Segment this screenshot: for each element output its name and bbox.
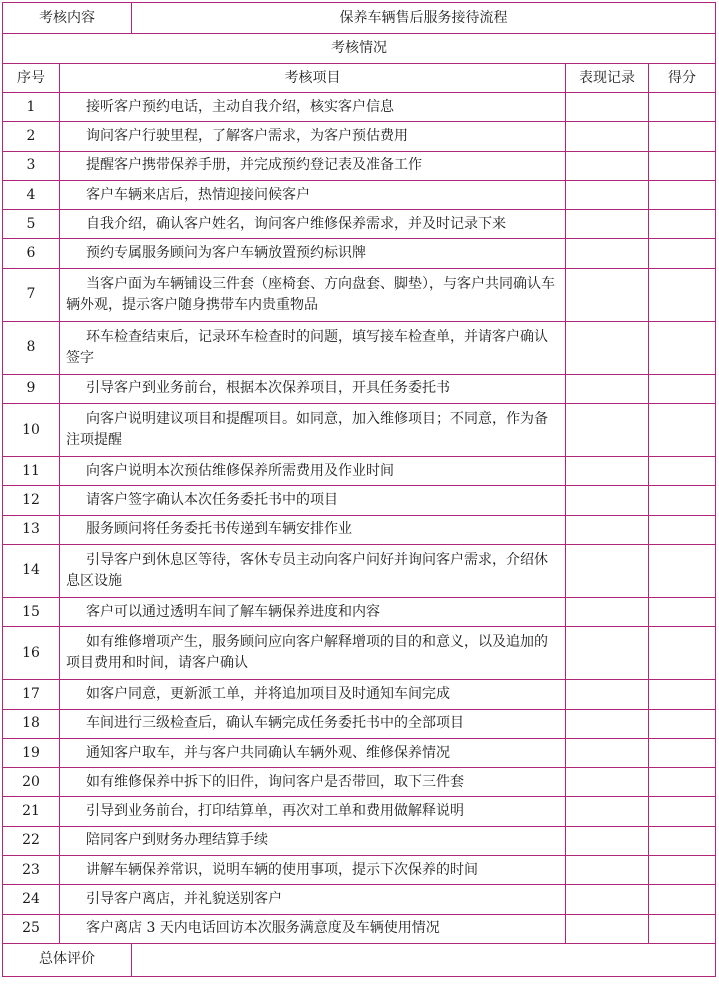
- performance-record-cell[interactable]: [566, 597, 649, 626]
- performance-record-cell[interactable]: [566, 93, 649, 122]
- performance-record-cell[interactable]: [566, 180, 649, 209]
- row-number: 19: [3, 738, 60, 767]
- table-row: [3, 627, 716, 680]
- performance-record-cell[interactable]: [566, 797, 649, 826]
- row-item-text: 询问客户行驶里程，了解客户需求，为客户预估费用: [60, 122, 566, 151]
- score-cell[interactable]: [649, 597, 716, 626]
- table-row: [3, 680, 716, 709]
- performance-record-cell[interactable]: [566, 544, 649, 597]
- row-item-text: 如有维修保养中拆下的旧件，询问客户是否带回，取下三件套: [60, 768, 566, 797]
- score-cell[interactable]: [649, 709, 716, 738]
- table-row: [3, 321, 716, 374]
- row-number: 3: [3, 151, 60, 180]
- score-cell[interactable]: [649, 914, 716, 943]
- row-number: 9: [3, 374, 60, 403]
- performance-record-cell[interactable]: [566, 239, 649, 268]
- row-item-text: 请客户签字确认本次任务委托书中的项目: [60, 486, 566, 515]
- section-title: 考核情况: [3, 34, 716, 64]
- score-cell[interactable]: [649, 768, 716, 797]
- score-cell[interactable]: [649, 885, 716, 914]
- performance-record-cell[interactable]: [566, 457, 649, 486]
- overall-evaluation-field[interactable]: [132, 943, 716, 976]
- score-cell[interactable]: [649, 738, 716, 767]
- row-item-text: 客户离店 3 天内电话回访本次服务满意度及车辆使用情况: [60, 914, 566, 943]
- row-item-text: 客户车辆来店后，热情迎接问候客户: [60, 180, 566, 209]
- table-row: [3, 404, 716, 457]
- row-item-text: 接听客户预约电话，主动自我介绍，核实客户信息: [60, 93, 566, 122]
- row-number: 24: [3, 885, 60, 914]
- performance-record-cell[interactable]: [566, 709, 649, 738]
- row-number: 21: [3, 797, 60, 826]
- overall-evaluation-label: 总体评价: [3, 943, 132, 976]
- row-number: 23: [3, 856, 60, 885]
- performance-record-cell[interactable]: [566, 268, 649, 321]
- table-row: [3, 709, 716, 738]
- row-number: 16: [3, 627, 60, 680]
- table-row: [3, 768, 716, 797]
- performance-record-cell[interactable]: [566, 768, 649, 797]
- performance-record-cell[interactable]: [566, 210, 649, 239]
- performance-record-cell[interactable]: [566, 914, 649, 943]
- row-number: 7: [3, 268, 60, 321]
- assessment-table: [2, 2, 716, 977]
- row-number: 14: [3, 544, 60, 597]
- row-item-text: 引导到业务前台，打印结算单，再次对工单和费用做解释说明: [60, 797, 566, 826]
- row-item-text: 通知客户取车，并与客户共同确认车辆外观、维修保养情况: [60, 738, 566, 767]
- score-cell[interactable]: [649, 544, 716, 597]
- row-number: 20: [3, 768, 60, 797]
- row-item-text: 预约专属服务顾问为客户车辆放置预约标识牌: [60, 239, 566, 268]
- score-cell[interactable]: [649, 404, 716, 457]
- performance-record-cell[interactable]: [566, 515, 649, 544]
- table-row: [3, 486, 716, 515]
- row-number: 1: [3, 93, 60, 122]
- header-row: [3, 3, 716, 34]
- row-number: 2: [3, 122, 60, 151]
- table-row: [3, 210, 716, 239]
- table-row: [3, 457, 716, 486]
- table-row: [3, 180, 716, 209]
- performance-record-cell[interactable]: [566, 486, 649, 515]
- performance-record-cell[interactable]: [566, 122, 649, 151]
- score-cell[interactable]: [649, 151, 716, 180]
- performance-record-cell[interactable]: [566, 627, 649, 680]
- row-number: 17: [3, 680, 60, 709]
- score-cell[interactable]: [649, 826, 716, 855]
- row-item-text: 向客户说明建议项目和提醒项目。如同意，加入维修项目；不同意，作为备注项提醒: [60, 404, 566, 457]
- score-cell[interactable]: [649, 457, 716, 486]
- table-row: [3, 914, 716, 943]
- row-number: 11: [3, 457, 60, 486]
- score-cell[interactable]: [649, 122, 716, 151]
- row-item-text: 当客户面为车辆铺设三件套（座椅套、方向盘套、脚垫），与客户共同确认车辆外观，提示客户随身携带车内贵重物品: [60, 268, 566, 321]
- row-number: 10: [3, 404, 60, 457]
- row-number: 13: [3, 515, 60, 544]
- assessment-content-value: 保养车辆售后服务接待流程: [132, 3, 716, 34]
- row-item-text: 向客户说明本次预估维修保养所需费用及作业时间: [60, 457, 566, 486]
- row-number: 6: [3, 239, 60, 268]
- score-cell[interactable]: [649, 374, 716, 403]
- performance-record-cell[interactable]: [566, 374, 649, 403]
- row-number: 18: [3, 709, 60, 738]
- col-header-item: 考核项目: [60, 64, 566, 93]
- performance-record-cell[interactable]: [566, 321, 649, 374]
- table-row: [3, 544, 716, 597]
- row-item-text: 客户可以通过透明车间了解车辆保养进度和内容: [60, 597, 566, 626]
- table-row: [3, 151, 716, 180]
- score-cell[interactable]: [649, 486, 716, 515]
- col-header-record: 表现记录: [566, 64, 649, 93]
- row-number: 15: [3, 597, 60, 626]
- performance-record-cell[interactable]: [566, 826, 649, 855]
- row-item-text: 陪同客户到财务办理结算手续: [60, 826, 566, 855]
- table-row: [3, 856, 716, 885]
- overall-evaluation-row: [3, 943, 716, 976]
- performance-record-cell[interactable]: [566, 885, 649, 914]
- col-header-score: 得分: [649, 64, 716, 93]
- performance-record-cell[interactable]: [566, 151, 649, 180]
- row-item-text: 引导客户到业务前台，根据本次保养项目，开具任务委托书: [60, 374, 566, 403]
- score-cell[interactable]: [649, 180, 716, 209]
- row-number: 22: [3, 826, 60, 855]
- row-item-text: 车间进行三级检查后，确认车辆完成任务委托书中的全部项目: [60, 709, 566, 738]
- score-cell[interactable]: [649, 627, 716, 680]
- score-cell[interactable]: [649, 856, 716, 885]
- score-cell[interactable]: [649, 268, 716, 321]
- row-item-text: 服务顾问将任务委托书传递到车辆安排作业: [60, 515, 566, 544]
- row-item-text: 引导客户离店，并礼貌送别客户: [60, 885, 566, 914]
- performance-record-cell[interactable]: [566, 738, 649, 767]
- table-row: [3, 597, 716, 626]
- row-item-text: 如有维修增项产生，服务顾问应向客户解释增项的目的和意义，以及追加的项目费用和时间，请客户确认: [60, 627, 566, 680]
- row-item-text: 引导客户到休息区等待，客休专员主动向客户问好并询问客户需求，介绍休息区设施: [60, 544, 566, 597]
- table-row: [3, 374, 716, 403]
- row-number: 8: [3, 321, 60, 374]
- score-cell[interactable]: [649, 797, 716, 826]
- table-row: [3, 885, 716, 914]
- performance-record-cell[interactable]: [566, 856, 649, 885]
- section-title-row: [3, 34, 716, 64]
- score-cell[interactable]: [649, 515, 716, 544]
- table-row: [3, 826, 716, 855]
- table-row: [3, 239, 716, 268]
- table-row: [3, 268, 716, 321]
- score-cell[interactable]: [649, 93, 716, 122]
- row-item-text: 环车检查结束后，记录环车检查时的问题，填写接车检查单，并请客户确认签字: [60, 321, 566, 374]
- row-item-text: 讲解车辆保养常识，说明车辆的使用事项，提示下次保养的时间: [60, 856, 566, 885]
- performance-record-cell[interactable]: [566, 680, 649, 709]
- table-row: [3, 122, 716, 151]
- score-cell[interactable]: [649, 210, 716, 239]
- table-row: [3, 797, 716, 826]
- row-number: 4: [3, 180, 60, 209]
- performance-record-cell[interactable]: [566, 404, 649, 457]
- score-cell[interactable]: [649, 680, 716, 709]
- row-number: 5: [3, 210, 60, 239]
- row-item-text: 提醒客户携带保养手册，并完成预约登记表及准备工作: [60, 151, 566, 180]
- score-cell[interactable]: [649, 321, 716, 374]
- row-number: 12: [3, 486, 60, 515]
- row-item-text: 自我介绍，确认客户姓名，询问客户维修保养需求，并及时记录下来: [60, 210, 566, 239]
- table-row: [3, 515, 716, 544]
- score-cell[interactable]: [649, 239, 716, 268]
- row-number: 25: [3, 914, 60, 943]
- assessment-content-label: 考核内容: [3, 3, 132, 34]
- column-header-row: [3, 64, 716, 93]
- table-row: [3, 93, 716, 122]
- row-item-text: 如客户同意，更新派工单，并将追加项目及时通知车间完成: [60, 680, 566, 709]
- col-header-no: 序号: [3, 64, 60, 93]
- table-row: [3, 738, 716, 767]
